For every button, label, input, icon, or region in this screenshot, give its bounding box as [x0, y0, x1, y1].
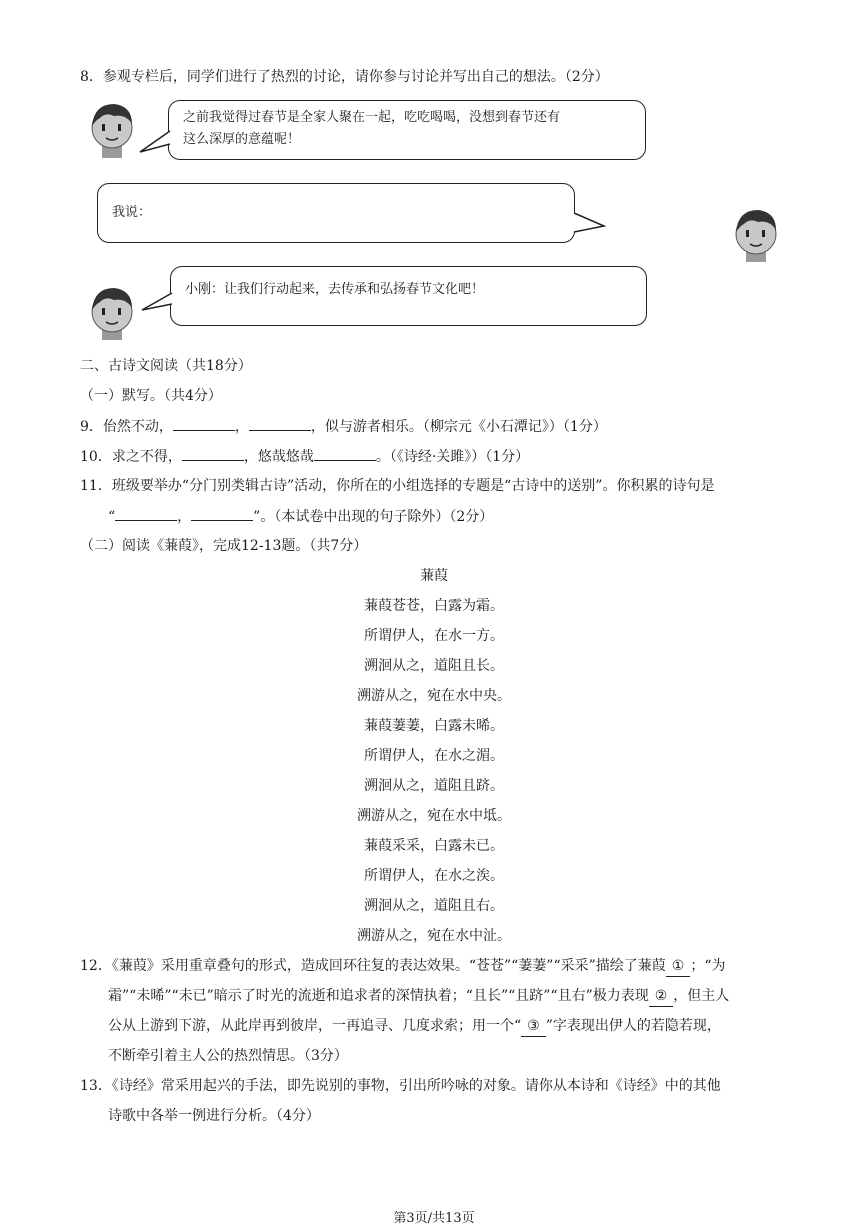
question-10: 10．求之不得， ，悠哉悠哉 。（《诗经·关雎》）（1分）: [80, 446, 529, 467]
question-12-line4: 不断牵引着主人公的热烈情思。（3分）: [108, 1048, 348, 1064]
poem-line: 所谓伊人，在水之涘。: [364, 868, 504, 884]
bubble-text-line1: 之前我觉得过春节是全家人聚在一起，吃吃喝喝，没想到春节还有: [183, 110, 561, 125]
bubble-tail: [138, 128, 172, 156]
question-11-answer: “ ， ”。（本试卷中出现的句子除外）（2分）: [108, 506, 493, 527]
speech-bubble-xiaogang: [170, 266, 647, 326]
poem-title: 蒹葭: [420, 568, 448, 584]
poem-line: 蒹葭苍苍，白露为霜。: [364, 598, 504, 614]
poem-line: 所谓伊人，在水一方。: [364, 628, 504, 644]
poem-line: 蒹葭采采，白露未已。: [364, 838, 504, 854]
answer-blank[interactable]: [249, 416, 311, 431]
boy-avatar-icon: [86, 282, 138, 340]
question-12-line1: 12．《蒹葭》采用重章叠句的形式，造成回环往复的表达效果。“苍苍”“萋萋”“采采”描绘了蒹葭 ① ；“为: [80, 956, 726, 977]
bubble-text: 小刚：让我们行动起来，去传承和弘扬春节文化吧！: [185, 282, 485, 297]
poem-line: 所谓伊人，在水之湄。: [364, 748, 504, 764]
question-12-line2: 霜”“未晞”“未已”暗示了时光的流逝和追求者的深情执着；“且长”“且跻”“且右”极力表现 ② ，但主人: [108, 986, 729, 1007]
poem-line: 溯洄从之，道阻且长。: [364, 658, 504, 674]
poem-line: 溯洄从之，道阻且跻。: [364, 778, 504, 794]
bubble-tail: [140, 290, 174, 318]
poem-line: 溯洄从之，道阻且右。: [364, 898, 504, 914]
poem-line: 蒹葭萋萋，白露未晞。: [364, 718, 504, 734]
section-title: 二、古诗文阅读（共18分）: [80, 358, 252, 374]
question-8-prompt: 8．参观专栏后，同学们进行了热烈的讨论，请你参与讨论并写出自己的想法。（2分）: [80, 69, 609, 85]
poem-line: 溯游从之，宛在水中沚。: [357, 928, 511, 944]
speech-bubble-me: [97, 183, 575, 243]
speech-bubble-classmate: [168, 100, 646, 160]
boy-avatar-icon: [730, 206, 782, 262]
answer-label: 我说：: [112, 205, 152, 220]
answer-blank[interactable]: [191, 506, 253, 521]
poem-line: 溯游从之，宛在水中央。: [357, 688, 511, 704]
answer-blank[interactable]: [182, 446, 244, 461]
answer-blank[interactable]: [314, 446, 376, 461]
answer-mark-2[interactable]: ②: [649, 986, 674, 1007]
bubble-tail: [572, 210, 606, 236]
page-number: 第3页/共13页: [393, 1211, 475, 1226]
answer-mark-3[interactable]: ③: [521, 1016, 546, 1037]
poem-line: 溯游从之，宛在水中坻。: [357, 808, 511, 824]
subsection-title: （二）阅读《蒹葭》，完成12-13题。（共7分）: [80, 538, 368, 554]
boy-avatar-icon: [86, 98, 138, 158]
question-13-line1: 13．《诗经》常采用起兴的手法，即先说别的事物，引出所吟咏的对象。请你从本诗和《诗经》中的其他: [80, 1078, 721, 1094]
question-13-line2: 诗歌中各举一例进行分析。（4分）: [108, 1108, 320, 1124]
answer-blank[interactable]: [115, 506, 177, 521]
answer-blank[interactable]: [173, 416, 235, 431]
subsection-title: （一）默写。（共4分）: [80, 388, 222, 404]
bubble-text-line2: 这么深厚的意蕴呢！: [183, 132, 301, 147]
question-12-line3: 公从上游到下游，从此岸再到彼岸，一再追寻、几度求索；用一个“ ③ ”字表现出伊人的若隐若现，: [108, 1016, 721, 1037]
question-11: 11．班级要举办“分门别类辑古诗”活动，你所在的小组选择的专题是“古诗中的送别”。你积累的诗句是: [80, 478, 715, 494]
answer-mark-1[interactable]: ①: [666, 956, 691, 977]
question-9: 9．佁然不动， ， ，似与游者相乐。（柳宗元《小石潭记》）（1分）: [80, 416, 607, 437]
